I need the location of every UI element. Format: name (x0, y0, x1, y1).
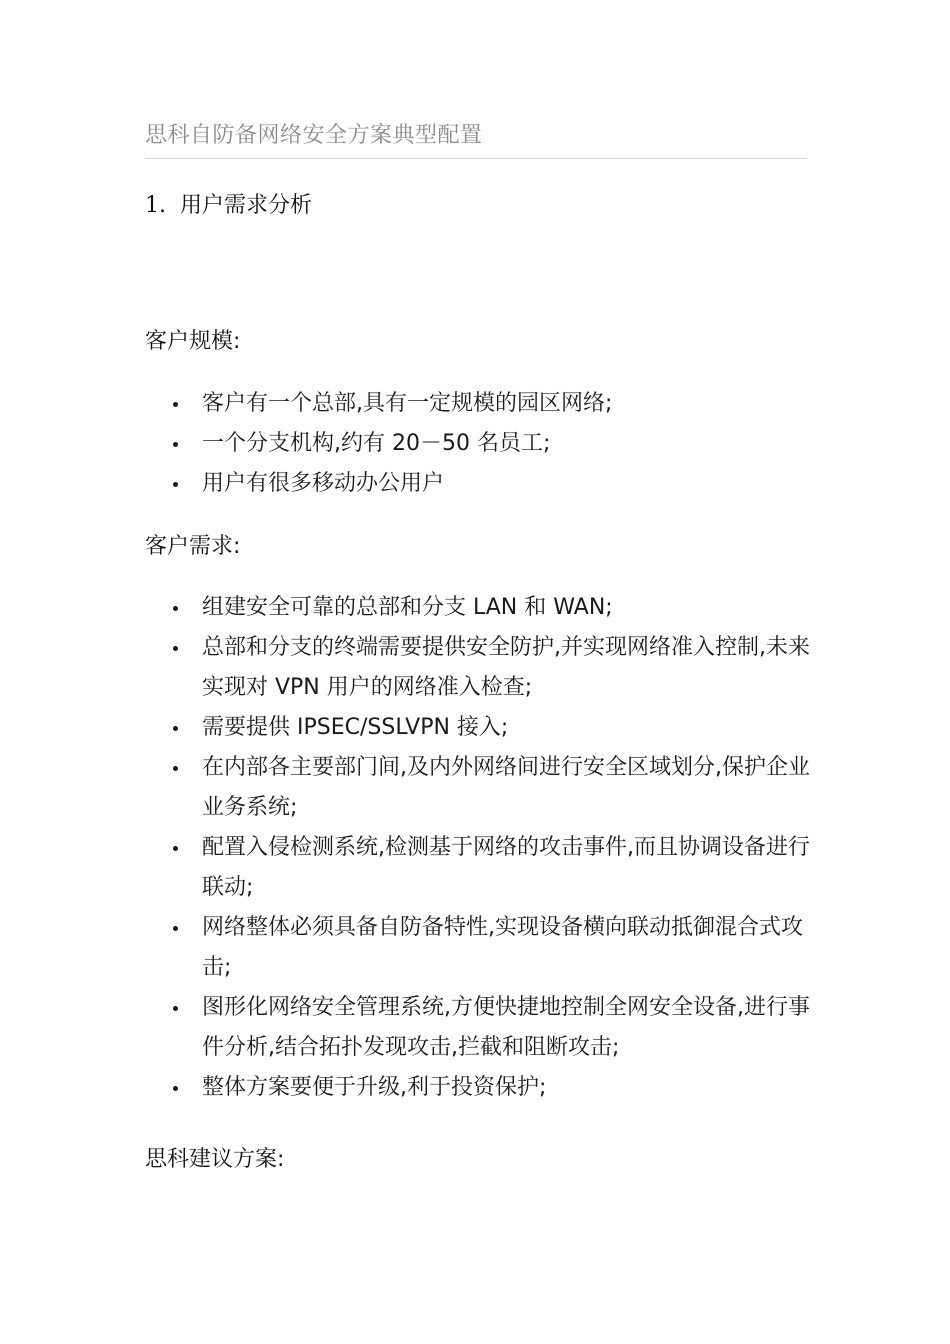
document-header (145, 118, 807, 159)
list-item: 组建安全可靠的总部和分支 LAN 和 WAN; (170, 588, 810, 628)
list-item: 需要提供 IPSEC/SSLVPN 接入; (170, 708, 810, 748)
section-number: 1. (145, 193, 166, 218)
customer-scale-list (170, 384, 810, 504)
customer-scale-label: 客户规模: (145, 329, 241, 354)
document-title: 思科自防备网络安全方案典型配置 (145, 123, 483, 148)
customer-needs-list (170, 588, 810, 1108)
list-item: 用户有很多移动办公用户 (170, 464, 810, 504)
list-item: 整体方案要便于升级,利于投资保护; (170, 1068, 810, 1108)
list-item: 在内部各主要部门间,及内外网络间进行安全区域划分,保护企业业务系统; (170, 748, 810, 828)
list-item: 客户有一个总部,具有一定规模的园区网络; (170, 384, 810, 424)
list-item: 总部和分支的终端需要提供安全防护,并实现网络准入控制,未来实现对 VPN 用户的网络准入检查; (170, 628, 810, 708)
list-item: 配置入侵检测系统,检测基于网络的攻击事件,而且协调设备进行联动; (170, 828, 810, 908)
section-title: 用户需求分析 (180, 193, 313, 218)
cisco-proposal-label: 思科建议方案: (145, 1147, 285, 1172)
list-item: 网络整体必须具备自防备特性,实现设备横向联动抵御混合式攻击; (170, 908, 810, 988)
list-item: 图形化网络安全管理系统,方便快捷地控制全网安全设备,进行事件分析,结合拓扑发现攻击,拦截和阻断攻击; (170, 988, 810, 1068)
section-heading-1 (145, 188, 312, 224)
customer-needs-label: 客户需求: (145, 534, 241, 559)
list-item: 一个分支机构,约有 20－50 名员工; (170, 424, 810, 464)
